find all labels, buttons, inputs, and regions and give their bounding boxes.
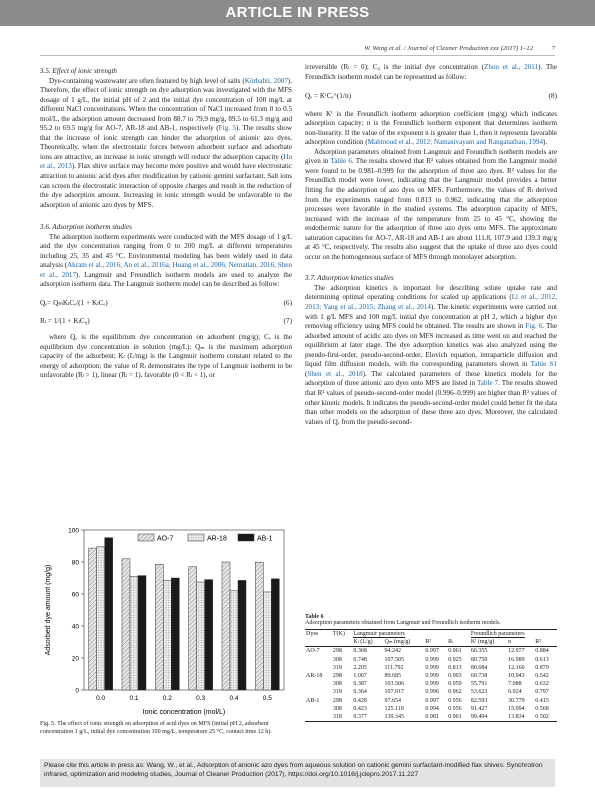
ref-link[interactable]: Li et al., 2012, 2013; Yang et al., 2015; Zhang et al., 2014 bbox=[305, 293, 558, 312]
table-cell: 6.924 bbox=[508, 689, 522, 696]
citation-footer: Please cite this article in press as: Wang, W., et al., Adsorption of anionic azo dyes from aqueous solution on cationic gemini surfactant-modified flax shives: Synchrotron infrared, optimization and modeling studies, Journal of Cleaner Production (2017), https://doi.org/10.1016/j.jclepro.2017.11.227 bbox=[40, 759, 555, 787]
bar-ab-1 bbox=[105, 538, 113, 690]
table-cell: 0.999 bbox=[425, 664, 439, 671]
y-axis-label: Adsorbed dye amount (mg/g) bbox=[45, 564, 52, 656]
table-cell: 0.994 bbox=[425, 705, 439, 712]
bar-ao-7 bbox=[155, 564, 163, 690]
table-cell: 82.593 bbox=[470, 697, 488, 704]
table-cell: 53.623 bbox=[470, 689, 488, 696]
bar-ar-18 bbox=[263, 592, 271, 690]
legend-swatch bbox=[188, 534, 204, 541]
table-cell: 0.423 bbox=[353, 705, 367, 712]
table-cell: 0.961 bbox=[448, 648, 462, 655]
table-row bbox=[305, 672, 557, 680]
table-cell: 66.355 bbox=[470, 648, 488, 655]
col-header-qm: Qₘ (mg/g) bbox=[383, 638, 424, 647]
table-cell: 0.999 bbox=[425, 673, 439, 680]
table-link[interactable]: Table S1 bbox=[530, 360, 557, 369]
table-cell: 60.738 bbox=[470, 673, 488, 680]
table-cell: 0.613 bbox=[535, 656, 549, 663]
table-cell: 318 bbox=[332, 689, 342, 696]
table-cell: 30.779 bbox=[508, 697, 525, 704]
table-cell: 15.094 bbox=[508, 705, 525, 712]
table-cell: 0.415 bbox=[535, 697, 549, 704]
table-cell: 139.345 bbox=[383, 713, 424, 722]
bar-ao-7 bbox=[89, 548, 97, 690]
table-cell: 0.884 bbox=[535, 648, 549, 655]
bar-ar-18 bbox=[97, 547, 105, 690]
table-cell: 94.242 bbox=[384, 648, 401, 655]
table-cell: 0.997 bbox=[425, 697, 439, 704]
legend-label: AO-7 bbox=[157, 535, 174, 543]
table-cell: 0.999 bbox=[425, 656, 439, 663]
fig-link[interactable]: Fig. 6 bbox=[525, 322, 543, 331]
bar-ao-7 bbox=[255, 562, 263, 690]
y-tick-label: 40 bbox=[71, 623, 79, 631]
col-group-langmuir: Langmuir parameters bbox=[352, 630, 469, 639]
col-header-kf: Kᶠ (mg/g) bbox=[470, 638, 507, 647]
bar-chart bbox=[40, 524, 292, 719]
article-in-press-banner: ARTICLE IN PRESS bbox=[0, 0, 595, 26]
table-cell: 0.797 bbox=[535, 689, 549, 696]
col-group-freundlich: Freundlich parameters bbox=[470, 630, 557, 639]
table-cell: 308 bbox=[332, 681, 342, 688]
col-header-temp: T(K) bbox=[332, 630, 353, 639]
table-cell: 13.834 bbox=[507, 713, 534, 722]
table-cell: 12.977 bbox=[508, 648, 525, 655]
paragraph-kinetics: The adsorption kinetics is important for describing solute uptake rate and determining optimal operating conditions for scaled up applications (Li et al., 2012, 2013; Yang et al., 2015; Zhang et al., 2014). The kinetic experiments were carried out with 1 g/L MFS and 100 mg/L initial dye concentration at pH 2, which a higher dye removing efficiency using MFS could be obtained. The results are shown in Fig. 6. The adsorbed amount of acidic azo dyes on MFS increased as time went on and reached the equilibrium at later stage. The dye adsorption kinetics was also analyzed using the pseudo-first-order, pseudo-second-order, Elovich equation, intraparticle diffusion and liquid film diffusion models, with the corresponding parameters shown in Table S1 (Shen et al., 2018). The calculated parameters of these kinetics models for the adsorption of three anionic azo dyes onto MFS are listed in Table 7. The results showed that R² values of pseudo-second-order model (0.996–0.999) are higher than R² values of other kinetic models. It indicates the pseudo-second-order model could better fit the data than other models on the adsorption of these three azo dyes. Moreover, the calculated values of Qₑ from the pseudo-second- bbox=[305, 283, 558, 426]
ref-link[interactable]: Körbahti, 2007 bbox=[244, 76, 288, 85]
table-cell: AR-18 bbox=[306, 673, 323, 680]
paragraph-isotherm-results: Adsorption parameters obtained from Langmuir and Freundlich isotherm models are given in Table 6. The results showed that R² values obtained from the Langmuir model were found to be 0.981–0.999 for the adsorption of three azo dyes. R² values for the Freundlich model were lower, indicating that the Langmuir model provides a better fitting for the adsorption of azo dyes on MFS. Furthermore, the values of Rₗ derived from the experiments ranged from 0.813 to 0.962, indicating that the adsorption processes were favorable in the studied systems. The adsorption capacity of MFS, increased with the increase of the temperature from 25 to 45 °C, showing the endothermic nature for the adsorption of three azo dyes onto MFS. The approximate saturation capacities for AO-7, AR-18 and AB-1 are about 111.8, 107.9 and 139.3 mg/g at 45 °C, respectively. The results also suggest that the uptake of three azo dyes could occur on the homogeneous surface of MFS through monolayer adsorption. bbox=[305, 147, 557, 261]
table-cell: 308 bbox=[332, 705, 342, 712]
left-column bbox=[40, 63, 292, 381]
table-cell: 308 bbox=[332, 656, 342, 663]
table-row bbox=[305, 647, 557, 656]
bar-ab-1 bbox=[138, 576, 146, 690]
paragraph-langmuir-where: where Qₑ is the equilibrium dye concentration on adsorbent (mg/g); Cₑ is the equilibrium dye concentration in solution (mg/L); Qₘ is the maximum adsorption capacity of the adsorbent; Kₗ (L/mg) is the Langmuir isotherm constant related to the energy of adsorption; the value of Rₗ demonstrates the type of Langmuir isotherm to be unfavorable (Rₗ > 1), linear (Rₗ = 1), favorable (0 < Rₗ < 1), or bbox=[40, 333, 292, 380]
legend-swatch bbox=[138, 534, 154, 541]
ref-link[interactable]: Shen et al., 2018 bbox=[307, 369, 363, 378]
table-row bbox=[305, 697, 557, 705]
table-cell: 103.506 bbox=[384, 681, 404, 688]
ref-link[interactable]: Mahmoud et al., 2012; Namasivayam and Ranganathan, 1994 bbox=[367, 138, 543, 147]
table-cell: 0.387 bbox=[353, 681, 367, 688]
table-cell: 89.685 bbox=[384, 673, 401, 680]
table-6-caption: Adsorption parameters obtained from Langmuir and Freundlich isotherm models. bbox=[305, 620, 501, 626]
table-row bbox=[305, 705, 557, 713]
table-cell: 0.981 bbox=[424, 713, 447, 722]
equation-7: Rₗ = 1/(1 + KₗC₀) (7) bbox=[40, 315, 292, 325]
table-cell: 0.368 bbox=[353, 648, 367, 655]
table-cell bbox=[305, 680, 332, 688]
x-tick-label: 0.5 bbox=[262, 695, 272, 702]
bar-ao-7 bbox=[222, 562, 230, 690]
col-header-rl: Rₗ bbox=[447, 638, 470, 647]
table-row bbox=[305, 680, 557, 688]
table-cell bbox=[305, 664, 332, 672]
table-cell: 0.962 bbox=[448, 689, 462, 696]
x-tick-label: 0.0 bbox=[96, 695, 106, 702]
table-cell: 0.956 bbox=[448, 697, 462, 704]
table-cell: 125.119 bbox=[384, 705, 404, 712]
x-tick-label: 0.4 bbox=[229, 695, 239, 702]
col-header-n: n bbox=[507, 638, 534, 647]
table-cell: 0.956 bbox=[448, 705, 462, 712]
bar-ab-1 bbox=[238, 580, 246, 690]
right-column bbox=[305, 63, 557, 427]
table-cell bbox=[305, 713, 332, 722]
page-number: 7 bbox=[551, 45, 555, 52]
bar-ar-18 bbox=[197, 582, 205, 690]
table-cell: 298 bbox=[332, 673, 342, 680]
legend-label: AR-18 bbox=[207, 535, 227, 543]
col-header-r2: R² bbox=[534, 638, 557, 647]
y-tick-label: 60 bbox=[71, 591, 79, 599]
ref-link[interactable]: Hu et al., 2013 bbox=[40, 152, 292, 171]
table-link[interactable]: Table 7 bbox=[476, 379, 499, 388]
table-cell: 111.792 bbox=[384, 664, 404, 671]
table-cell: 107.917 bbox=[384, 689, 404, 696]
table-cell: 12.160 bbox=[508, 664, 525, 671]
table-cell: 0.999 bbox=[425, 681, 439, 688]
figure-5-caption: Fig. 5. The effect of ionic strength on adsorption of acid dyes on MFS (initial pH 2, adsorbent concentration 1 g/L, initial dye concentration 100 mg/L, temperature 25 °C, contact time 12 h). bbox=[40, 721, 272, 735]
bar-ab-1 bbox=[171, 578, 179, 690]
table-cell: 318 bbox=[332, 664, 342, 671]
paragraph-isotherm: The adsorption isotherm experiments were conducted with the MFS dosage of 1 g/L and the dye concentration ranging from 0 to 200 mg/L at different temperatures including 25, 35 and 45 °C. Environmental modeling has been widely used in data analysis (Akram et al., 2016; An et al., 2016a; Huang et al., 2006; Nematian, 2016; Shen et al., 2017). Langmuir and Freundlich isotherm models are used to analyze the adsorption isotherm data. The Langmuir isotherm model can be described as follow: bbox=[40, 232, 292, 289]
table-cell: 7.088 bbox=[508, 681, 522, 688]
y-tick-label: 80 bbox=[71, 559, 79, 567]
table-cell: 16.989 bbox=[508, 656, 525, 663]
table-cell: 0.961 bbox=[447, 713, 470, 722]
col-header-dyes: Dyes bbox=[305, 630, 332, 639]
table-cell: 298 bbox=[332, 648, 342, 655]
x-tick-label: 0.2 bbox=[162, 695, 172, 702]
table-cell: 298 bbox=[332, 697, 342, 704]
bar-ar-18 bbox=[230, 591, 238, 690]
table-link[interactable]: Table 6 bbox=[330, 157, 352, 166]
table-cell: 0.903 bbox=[448, 673, 462, 680]
table-row bbox=[305, 688, 557, 696]
ref-link[interactable]: Zhou et al., 2011 bbox=[484, 63, 539, 71]
table-cell: 99.494 bbox=[470, 713, 507, 722]
equation-8: Qₑ = KᶠCₑ^(1/n) (8) bbox=[305, 91, 557, 101]
section-3-6-title: 3.6. Adsorption isotherm studies bbox=[40, 223, 132, 232]
table-cell: 0.997 bbox=[425, 648, 439, 655]
col-header-kl: Kₗ (L/g) bbox=[352, 638, 383, 647]
table-6-label: Table 6 bbox=[305, 614, 324, 620]
table-cell: 0.364 bbox=[353, 689, 367, 696]
table-6-grid bbox=[305, 629, 557, 722]
table-cell: AB-1 bbox=[306, 697, 320, 704]
col-header-r2: R² bbox=[424, 638, 447, 647]
legend-label: AB-1 bbox=[257, 535, 273, 543]
table-cell: AO-7 bbox=[306, 648, 320, 655]
table-row bbox=[305, 664, 557, 672]
y-tick-label: 100 bbox=[68, 527, 79, 535]
y-tick-label: 20 bbox=[71, 655, 79, 663]
table-cell: 0.377 bbox=[352, 713, 383, 722]
y-tick-label: 0 bbox=[75, 687, 79, 695]
table-cell: 80.684 bbox=[470, 664, 488, 671]
table-cell: 1.007 bbox=[353, 673, 367, 680]
table-cell bbox=[305, 688, 332, 696]
table-6 bbox=[305, 614, 557, 722]
table-cell: 0.568 bbox=[535, 705, 549, 712]
plot-frame bbox=[84, 530, 284, 690]
table-cell: 0.959 bbox=[448, 681, 462, 688]
bar-ar-18 bbox=[130, 576, 138, 690]
bar-ab-1 bbox=[205, 580, 213, 690]
paragraph-freundlich-where: where Kᶠ is the Freundlich isotherm adsorption coefficient (mg/g) which indicates adsorption capacity; n is the Freundlich isotherm exponent that determines isotherm non-linearity. If the value of the exponent n is greater than 1, then it represents favorable adsorption condition (Mahmoud et al., 2012; Namasivayam and Ranganathan, 1994). bbox=[305, 109, 557, 147]
table-cell: 2.205 bbox=[353, 664, 367, 671]
ref-link[interactable]: Akram et al., 2016; An et al., 2016a; Huang et al., 2006; Nematian, 2016; Shen et al., 2017 bbox=[40, 261, 292, 279]
table-cell: 10.943 bbox=[508, 673, 525, 680]
paragraph-freundlich-intro: irreversible (Rₗ = 0); C₀ is the initial dye concentration (Zhou et al., 2011). The Freundlich isotherm model can be represented as follow: bbox=[305, 63, 557, 81]
bar-ab-1 bbox=[271, 579, 279, 690]
table-cell: 318 bbox=[332, 713, 353, 722]
legend-swatch bbox=[238, 534, 254, 541]
table-cell: 0.632 bbox=[535, 681, 549, 688]
bar-ar-18 bbox=[163, 580, 171, 690]
x-tick-label: 0.1 bbox=[129, 695, 139, 702]
section-3-7-title: 3.7. Adsorption kinetics studies bbox=[305, 274, 394, 283]
table-cell bbox=[305, 705, 332, 713]
running-head-text: W. Wang et al. / Journal of Cleaner Production xxx (2017) 1–12 bbox=[364, 45, 533, 52]
fig-link[interactable]: Fig. 5 bbox=[218, 124, 236, 133]
table-cell: 107.505 bbox=[384, 656, 404, 663]
section-3-5-title: 3.5. Effect of ionic strength bbox=[40, 67, 117, 75]
x-axis-label: Ionic concentration (mol/L) bbox=[142, 709, 226, 716]
table-cell: 0.502 bbox=[534, 713, 557, 722]
table-cell: 0.813 bbox=[448, 664, 462, 671]
table-cell: 0.879 bbox=[535, 664, 549, 671]
table-row bbox=[305, 656, 557, 664]
table-cell: 80.750 bbox=[470, 656, 488, 663]
bar-ao-7 bbox=[122, 559, 130, 690]
table-cell bbox=[305, 656, 332, 664]
table-cell: 91.427 bbox=[470, 705, 488, 712]
table-cell: 0.925 bbox=[448, 656, 462, 663]
x-tick-label: 0.3 bbox=[196, 695, 206, 702]
table-row bbox=[305, 713, 557, 722]
table-cell: 0.542 bbox=[535, 673, 549, 680]
header-rule bbox=[40, 55, 555, 56]
table-cell: 97.654 bbox=[384, 697, 401, 704]
table-cell: 55.791 bbox=[470, 681, 488, 688]
table-cell: 0.428 bbox=[353, 697, 367, 704]
table-cell: 0.996 bbox=[425, 689, 439, 696]
figure-5 bbox=[40, 524, 292, 719]
paragraph-ionic-strength: Dye-containing wastewater are often featured by high level of salts (Körbahti, 2007). Therefore, the effect of ionic strength on dye adsorption was investigated with the MFS dosage of 1 g/L, the initial pH of 2 and the initial dye concentration of 100 mg/L at different NaCl concentrations. When the concentration of NaCl increased from 0 to 0.5 mol/L, the adsorption amount decreased from 88.7 to 79.9 mg/g, 89.5 to 61.3 mg/g and 95.2 to 69.5 mg/g for AO-7, AR-18 and AB-1, respectively (Fig. 5). The results show that the increase of ionic strength can hinder the adsorption of anionic azo dyes. Theoretically, when the electrostatic forces between adsorbent surface and adsorbate ions are attractive, an increase in ionic strength will reduce the adsorption capacity (Hu et al., 2013). Flax shive surface may become more positive and would have electrostatic attraction to anionic acid dyes after modification by cationic gemini surfactant. Salt ions can screen the electrostatic interaction of opposite charges and result in the reduction of the dye adsorption amount. Increasing in ionic strength would be unfavorable to the adsorption of anionic azo dyes by MFS. bbox=[40, 76, 293, 209]
table-cell: 0.748 bbox=[353, 656, 367, 663]
bar-ao-7 bbox=[189, 567, 197, 690]
equation-6: Qₑ= QₘKₗCₑ/(1 + KₗCₑ) (6) bbox=[40, 298, 292, 308]
